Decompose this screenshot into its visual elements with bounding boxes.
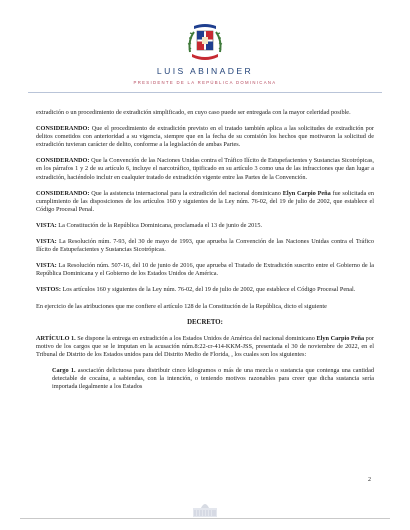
document-body	[36, 109, 374, 391]
considerando-paragraph-3	[36, 190, 374, 214]
page-number: 2	[368, 477, 371, 483]
paragraph-label: VISTA:	[36, 262, 57, 270]
paragraph-text: Que la Convención de las Naciones Unidas contra el Tráfico Ilícito de Estupefacientes y Sustancias Sicotrópicas, en los párrafos 1 y 2 de su artículo 6, incluye el narcotráfico, tipificado en su artículo 3 como una de las infracciones que dan lugar a extradición, haciéndolo incluir en cualquier tratado de extradición vigente entre las Partes de la Convención.	[36, 157, 374, 181]
considerando-paragraph-2	[36, 157, 374, 181]
vistos-paragraph	[36, 286, 374, 294]
coat-of-arms-icon	[186, 22, 224, 62]
paragraph-text: Los artículos 160 y siguientes de la Ley núm. 76-02, del 19 de julio de 2002, que establece el Código Procesal Penal.	[60, 286, 356, 294]
vista-paragraph-3	[36, 262, 374, 278]
president-title: PRESIDENTE DE LA REPÚBLICA DOMINICANA	[133, 80, 277, 85]
person-name: Elyn Carpio Peña	[282, 189, 331, 197]
paragraph-text: Se dispone la entrega en extradición a los Estados Unidos de América del nacional dominicano	[75, 334, 317, 342]
paragraph-label: VISTA:	[36, 221, 57, 229]
paragraph-text: La Resolución núm. 7-93, del 30 de mayo de 1993, que aprueba la Convención de las Naciones Unidas contra el Tráfico Ilícito de Estupefacientes y Sustancias Sicotrópicas.	[36, 238, 374, 254]
footer-divider	[20, 518, 390, 519]
vista-paragraph-1	[36, 222, 374, 230]
paragraph-label: VISTA:	[36, 238, 57, 246]
paragraph-label: VISTOS:	[36, 286, 61, 294]
person-name: Elyn Carpio Peña	[316, 334, 365, 342]
paragraph-text: Que el procedimiento de extradición previsto en el tratado también aplica a las solicitudes de extradición por delitos cometidos con anterioridad a su vigencia, siempre que en la fecha de su comisión los hechos que motivaron la solicitud de extradición tuvieran carácter de delito, conforme a la legislación de ambas Partes.	[36, 125, 374, 149]
paragraph-text: Que la asistencia internacional para la extradición del nacional dominicano	[89, 189, 283, 197]
paragraph-label: ARTÍCULO 1.	[36, 334, 76, 342]
president-name: LUIS ABINADER	[156, 66, 254, 76]
article-1-paragraph	[36, 335, 374, 359]
paragraph-text: La Resolución núm. 507-16, del 10 de junio de 2016, que aprueba el Tratado de Extradición suscrito entre el Gobierno de la República Dominicana y el Gobierno de los Estados Unidos de América.	[36, 262, 374, 278]
paragraph-text: por motivo de los cargos que se le imputan en la acusación núm.8:22-cr-414-KKM-JSS, presentada el 30 de noviembre de 2022, en el Tribunal de Distrito de los Estados unidos para del Distrito Medio de Florida, , los cuales son los siguientes:	[36, 334, 374, 358]
charge-1-paragraph	[52, 367, 374, 391]
paragraph-label: Cargo 1.	[52, 366, 76, 374]
paragraph-continuation: extradición o un procedimiento de extradición simplificado, en cuyo caso puede ser entregada con la mayor celeridad posible.	[36, 109, 351, 116]
paragraph-text: asociación delictuosa para distribuir cinco kilogramos o más de una mezcla o sustancia que contenga una cantidad detectable de cocaína, a sabiendas, con la intención, o teniendo motivos razonables para creer que dicha sustancia sería importada ilegalmente a los Estados	[52, 366, 374, 391]
considerando-paragraph-1	[36, 125, 374, 149]
paragraph-text: fue solicitada en cumplimiento de las disposiciones de los artículos 160 y siguientes de la Ley núm. 76-02, del 19 de julio de 2002, que establece el Código Procesal Penal.	[36, 189, 374, 213]
paragraph-label: CONSIDERANDO:	[36, 157, 90, 165]
paragraph-label: CONSIDERANDO:	[36, 189, 90, 197]
decree-heading: DECRETO:	[187, 318, 223, 326]
national-palace-icon	[187, 500, 223, 518]
paragraph-label: CONSIDERANDO:	[36, 125, 90, 133]
attributions-paragraph: En ejercicio de las atribuciones que me confiere el artículo 128 de la Constitución de la República, dicto el siguiente	[36, 302, 327, 310]
vista-paragraph-2	[36, 238, 374, 254]
header-divider	[28, 92, 382, 93]
paragraph-text: La Constitución de la República Dominicana, proclamada el 13 de junio de 2015.	[56, 221, 263, 229]
